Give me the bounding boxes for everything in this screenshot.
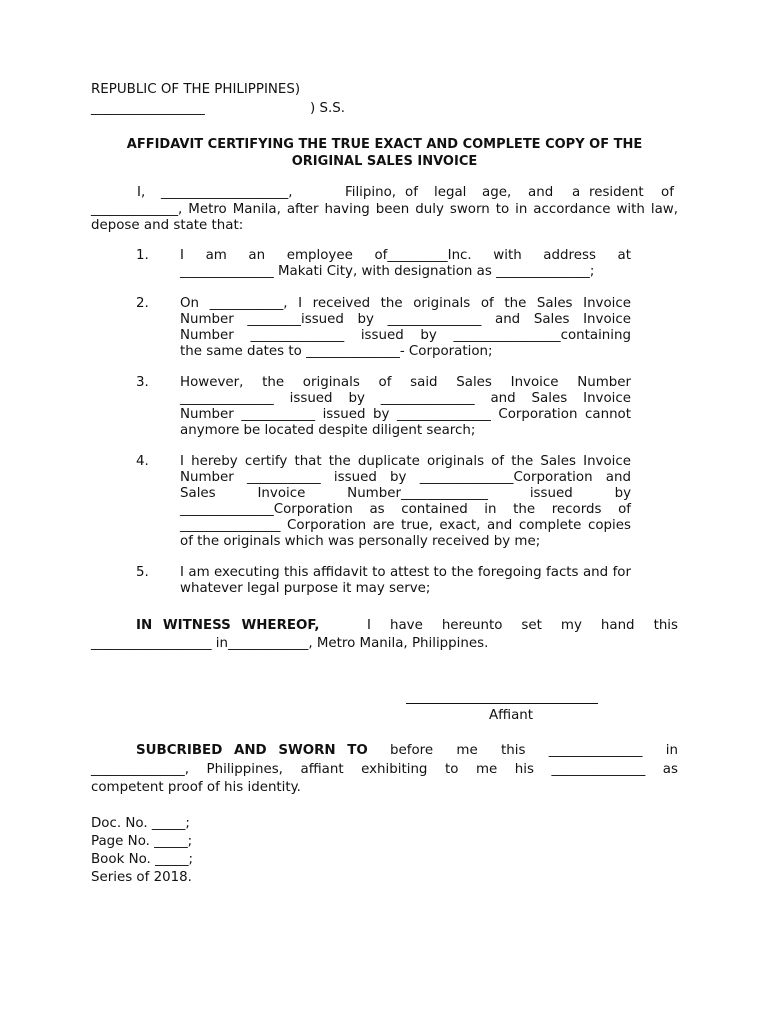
item-line: Number ___________ issued by ______________Corporation and [180,470,631,485]
item-line: whatever legal purpose it may serve; [180,581,431,596]
item-line: _______________ Corporation are true, exact, and complete copies [180,518,631,533]
witness-bold: IN WITNESS WHEREOF, [136,618,320,633]
item-line: anymore be located despite diligent search; [180,423,476,438]
jurat-rest: before me this ______________ in [390,743,678,758]
item-4-text [180,454,631,550]
item-line: I am executing this affidavit to attest to the foregoing facts and for [180,565,631,580]
item-number: 2. [136,296,149,311]
intro-word: I, [137,185,146,200]
ss-label: ) S.S. [310,101,345,116]
doc-no: Doc. No. _____; [91,816,190,831]
intro-word: legal [434,185,467,200]
item-line: Sales Invoice Number_____________ issued by [180,486,631,501]
signature-line [406,703,598,704]
item-number: 1. [136,248,149,263]
item-line: However, the originals of said Sales Invoice Number [180,375,631,390]
item-line: ______________Corporation as contained in the records of [180,502,631,517]
document-title [90,136,679,170]
intro-word: of [405,185,418,200]
page-no: Page No. _____; [91,834,193,849]
item-line: Number ______________ issued by ________________containing [180,328,631,343]
intro-line-3: depose and state that: [91,218,244,233]
affiant-label: Affiant [488,708,534,723]
item-line: of the originals which was personally received by me; [180,534,541,549]
item-1-text [180,248,631,280]
intro-word: of [661,185,674,200]
intro-word: ___________________, [161,185,293,200]
intro-word: resident [589,185,644,200]
item-3-text [180,375,631,439]
title-line-1: AFFIDAVIT CERTIFYING THE TRUE EXACT AND COMPLETE COPY OF THE [126,137,643,152]
ss-blank: _________________ [91,101,205,116]
series: Series of 2018. [91,870,192,885]
jurat-line-2: ______________, Philippines, affiant exhibiting to me his ______________ as [91,762,678,777]
item-2-text [180,296,631,360]
jurat-bold: SUBCRIBED AND SWORN TO [136,743,368,758]
item-line: I am an employee of_________Inc. with address at [180,248,631,263]
intro-word: Filipino, [345,185,397,200]
witness-rest: I have hereunto set my hand this [367,618,678,633]
republic-line: REPUBLIC OF THE PHILIPPINES) [91,82,301,97]
item-number: 4. [136,454,149,469]
item-number: 3. [136,375,149,390]
witness-line-2: __________________ in____________, Metro Manila, Philippines. [91,636,489,651]
title-line-2: ORIGINAL SALES INVOICE [291,154,478,169]
item-line: I hereby certify that the duplicate originals of the Sales Invoice [180,454,631,469]
item-line: ______________ issued by ______________ and Sales Invoice [180,391,631,406]
item-number: 5. [136,565,149,580]
intro-word: and [528,185,554,200]
jurat-line-3: competent proof of his identity. [91,780,301,795]
item-line: Number ___________ issued by ______________ Corporation cannot [180,407,631,422]
intro-line-2: _____________, Metro Manila, after having been duly sworn to in accordance with law, [91,202,678,217]
intro-word: age, [482,185,512,200]
item-5-text [180,565,631,597]
book-no: Book No. _____; [91,852,194,867]
intro-word: a [572,185,581,200]
item-line: On ___________, I received the originals of the Sales Invoice [180,296,631,311]
item-line: ______________ Makati City, with designation as ______________; [180,264,595,279]
item-line: the same dates to ______________- Corporation; [180,344,493,359]
item-line: Number ________issued by ______________ and Sales Invoice [180,312,631,327]
